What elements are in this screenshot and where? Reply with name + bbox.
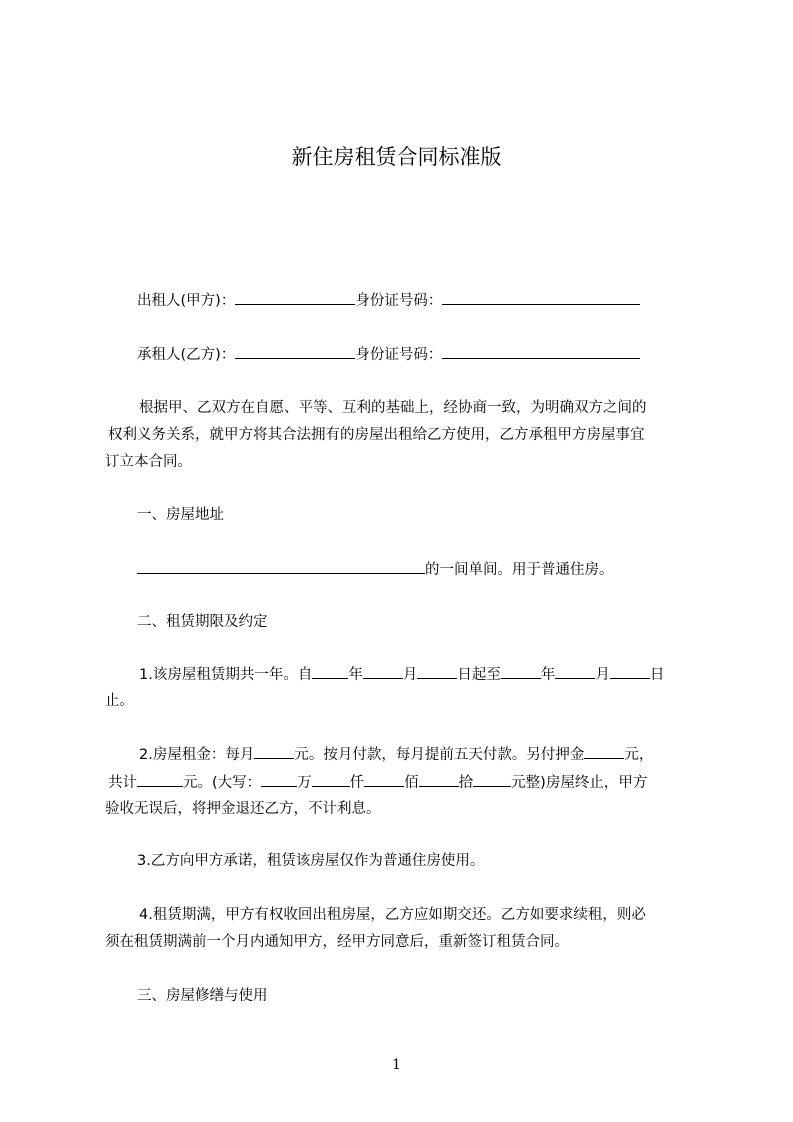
wan-blank [261,772,297,787]
renewal-line-1: 4.租赁期满，甲方有权收回出租房屋，乙方应如期交还。乙方如要求续租，则必 [139,907,646,923]
year-label: 年 [348,667,363,683]
start-month-blank [363,664,403,679]
preamble-line-3: 订立本合同。 [105,454,192,470]
deposit-terms-text: 元整)房屋终止，甲方 [511,775,648,791]
year-label: 年 [540,667,556,683]
address-suffix: 的一间单间。用于普通住房。 [425,562,614,578]
section-3-heading: 三、房屋修缮与使用 [137,988,268,1004]
preamble-line-2: 权利义务关系，就甲方将其合法拥有的房屋出租给乙方使用，乙方承租甲方房屋事宜 [108,427,645,443]
rent-line-3: 验收无误后，将押金退还乙方，不计利息。 [105,801,381,817]
preamble-line-1: 根据甲、乙双方在自愿、平等、互利的基础上，经协商一致，为明确双方之间的 [139,400,647,416]
month-label: 月 [402,667,418,683]
address-line [137,559,614,580]
total-blank [137,772,183,787]
lessor-line [137,290,640,311]
end-month-blank [555,664,595,679]
start-day-blank [417,664,457,679]
month-label: 月 [595,667,610,683]
usage-line: 3.乙方向甲方承诺，租赁该房屋仅作为普通住房使用。 [137,853,485,869]
yuan-blank [473,772,511,787]
section-1-heading: 一、房屋地址 [137,507,224,523]
term-line-2: 止。 [105,693,134,709]
lessor-label: 出租人(甲方)： [137,293,236,309]
rent-line-2 [108,772,647,793]
shi-label: 拾 [458,775,474,791]
bai-blank [364,772,404,787]
page-number: 1 [392,1057,401,1073]
rent-line-1 [139,744,653,765]
lessee-name-blank [235,344,355,359]
lessee-line [137,344,640,365]
section-2-heading: 二、租赁期限及约定 [137,614,268,630]
lessee-id-label: 身份证号码： [355,347,443,363]
bai-label: 佰 [404,775,419,791]
lessor-name-blank [235,290,355,305]
wan-label: 万 [297,775,312,791]
end-year-blank [501,664,541,679]
day-label: 日 [649,667,665,683]
rent-terms-text: 元。按月付款，每月提前五天付款。另付押金 [294,747,585,763]
document-title: 新住房租赁合同标准版 [291,145,502,169]
term-prefix: 1.该房屋租赁期共一年。自 [139,667,313,683]
rent-prefix: 2.房屋租金：每月 [139,747,255,763]
address-blank [137,559,425,574]
renewal-line-2: 须在租赁期满前一个月内通知甲方，经甲方同意后，重新签订租赁合同。 [105,934,569,950]
qian-blank [312,772,350,787]
day-from-label: 日起至 [457,667,501,683]
lessee-id-blank [442,344,640,359]
total-label: 共计 [108,775,137,791]
lessor-id-label: 身份证号码： [355,293,443,309]
capital-amount-label: 元。(大写： [183,775,262,791]
term-line-1 [139,664,664,685]
qian-label: 仟 [349,775,365,791]
shi-blank [419,772,459,787]
monthly-rent-blank [254,744,294,759]
yuan-label: 元， [624,747,654,763]
end-day-blank [610,664,650,679]
start-year-blank [312,664,348,679]
deposit-blank [584,744,624,759]
lessee-label: 承租人(乙方)： [137,347,236,363]
lessor-id-blank [442,290,640,305]
